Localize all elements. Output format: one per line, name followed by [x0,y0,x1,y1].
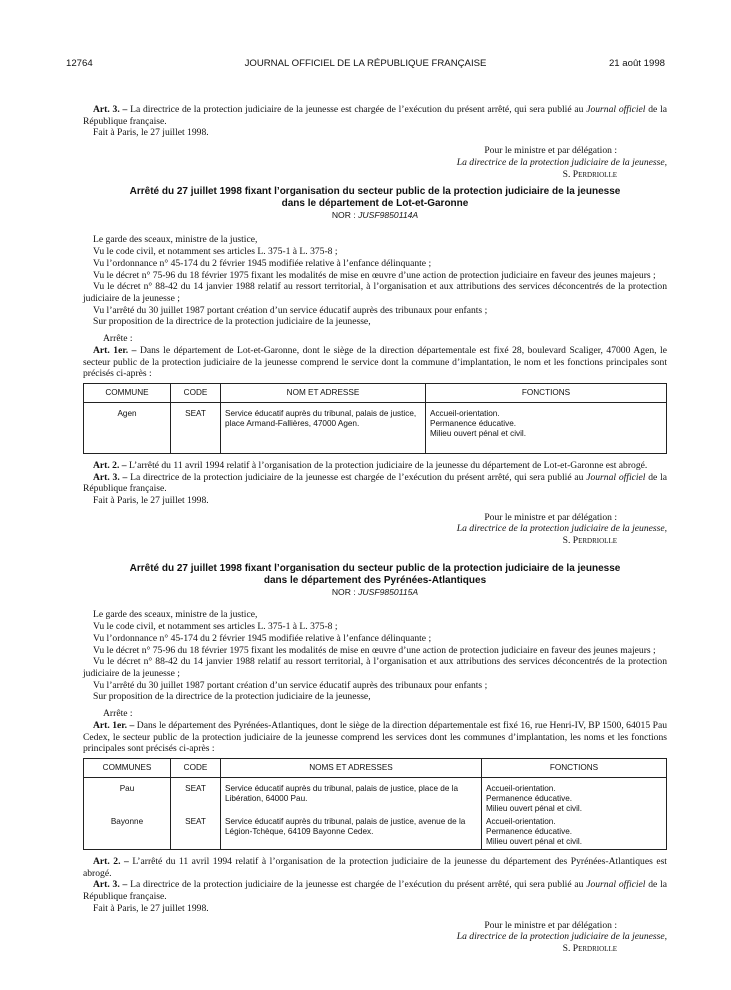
nor-reference [83,210,667,220]
article-text: L’arrêté du 11 avril 1994 relatif à l’organisation de la protection judiciaire de la jeunesse du département de Lot-et-Garonne est abrogé. [128,459,648,471]
column-header: FONCTIONS [482,758,667,777]
table-header-row [84,758,667,777]
code-cell: SEAT [171,777,221,815]
signature-block [83,920,667,955]
visa: Le garde des sceaux, ministre de la justice, [93,609,258,621]
article-text: La directrice de la protection judiciaire de la jeunesse est chargée de l’exécution du présent arrêté, qui sera publié au [130,104,584,115]
arrete-word: Arrête : [103,708,133,720]
visa: Vu l’ordonnance n° 45-174 du 2 février 1945 modifiée relative à l’enfance délinquante ; [93,257,432,269]
commune-cell: Pau [84,777,171,815]
column-header: FONCTIONS [426,383,667,402]
article-text-end: de la République française. [83,104,667,127]
function-item: Milieu ouvert pénal et civil. [486,837,583,847]
visa: Sur proposition de la directrice de la protection judiciaire de la jeunesse, [93,316,371,328]
visa: Vu le décret n° 88-42 du 14 janvier 1988 relatif au ressort territorial, à l’organisation et aux attributions des services déconcentrés de la protection judiciaire de la jeunesse ; [83,656,667,679]
article-text: La directrice de la protection judiciaire de la jeunesse est chargée de l’exécution du présent arrêté, qui sera publié au [130,471,584,483]
nor-reference [83,587,667,597]
nor-code: JUSF9850114A [358,210,419,220]
code-cell: SEAT [171,815,221,849]
arrete-pyrenees-atlantiques [83,563,667,955]
visa: Vu l’arrêté du 30 juillet 1987 portant création d’un service éducatif auprès des tribunaux pour enfants ; [93,679,488,691]
signature-line-1: Pour le ministre et par délégation : [484,145,617,157]
done-at: Fait à Paris, le 27 juillet 1998. [93,902,209,914]
article-label: Art. 3. – [93,104,128,115]
title-line-2: dans le département de Lot-et-Garonne [281,197,469,209]
article-label: Art. 2. – [93,459,127,471]
article-text: L’arrêté du 11 avril 1994 relatif à l’organisation de la protection judiciaire de la jeunesse du département des Pyrénées-Atlantiques est abrogé. [83,855,667,879]
page-number: 12764 [66,58,93,69]
article-label: Art. 3. – [93,471,128,483]
table-row [84,815,667,849]
table-header-row [84,383,667,402]
visa: Le garde des sceaux, ministre de la justice, [93,234,258,246]
signature-name: S. Perdriolle [562,168,617,180]
function-item: Permanence éducative. [486,793,573,803]
arrete-word: Arrête : [103,333,133,345]
visa: Vu le décret n° 75-96 du 18 février 1975 fixant les modalités de mise en œuvre d’une action de protection judiciaire en faveur des jeunes majeurs ; [93,644,656,656]
visa: Vu l’ordonnance n° 45-174 du 2 février 1945 modifiée relative à l’enfance délinquante ; [93,632,432,644]
visa: Sur proposition de la directrice de la protection judiciaire de la jeunesse, [93,691,371,703]
name-address-cell: Service éducatif auprès du tribunal, palais de justice, avenue de la Légion-Tchèque, 64109 Bayonne Cedex. [221,815,482,849]
signature-line-2: La directrice de la protection judiciaire de la jeunesse, [456,931,667,943]
commune-cell: Bayonne [84,815,171,849]
article-text: Dans le département des Pyrénées-Atlantiques, dont le siège de la direction départementale est fixé 16, rue Henri-IV, BP 1500, 64015 Pau Cedex, le secteur public de la protection judiciaire de la jeunesse comprend les services dont les communes d’implantation, les noms et les fonctions principales sont précisés ci-après : [83,719,668,755]
services-table [83,758,667,850]
table-row [84,777,667,815]
article-2 [83,856,667,879]
visa: Vu le décret n° 75-96 du 18 février 1975 fixant les modalités de mise en œuvre d’une action de protection judiciaire en faveur des jeunes majeurs ; [93,269,656,281]
title-line-1: Arrêté du 27 juillet 1998 fixant l’organisation du secteur public de la protection judiciaire de la jeunesse [129,563,621,574]
function-item: Accueil-orientation. [486,817,556,827]
article-label: Art. 1er. – [93,344,137,356]
arrete-title [83,563,667,586]
functions-cell [482,815,667,849]
issue-date: 21 août 1998 [608,58,665,69]
signature-line-1: Pour le ministre et par délégation : [484,919,617,931]
services-table [83,383,667,454]
functions-cell [482,777,667,815]
article-text: Dans le département de Lot-et-Garonne, dont le siège de la direction départementale est fixé 28, boulevard Scaliger, 47000 Agen, le secteur public de la protection judiciaire de la jeunesse comprend le service dont la commune d’implantation, le nom et les fonctions principales sont précisés ci-après : [83,344,667,380]
nor-label: NOR : [331,210,356,220]
column-header: CODE [171,758,221,777]
function-item: Permanence éducative. [486,827,573,837]
signature-block [83,145,667,180]
function-item: Permanence éducative. [430,418,517,428]
function-item: Milieu ouvert pénal et civil. [486,803,583,813]
article-label: Art. 3. – [93,879,128,891]
journal-officiel-ref: Journal officiel [586,879,646,891]
article-text-end: de la République française. [83,879,667,903]
nor-code: JUSF9850115A [358,587,419,597]
article-label: Art. 2. – [93,855,129,867]
name-address-cell: Service éducatif auprès du tribunal, palais de justice, place de la Libération, 64000 Pau. [221,777,482,815]
arrete-title [83,186,667,209]
signature-name: S. Perdriolle [562,535,617,547]
article-label: Art. 1er. – [93,719,135,731]
visa: Vu le code civil, et notamment ses articles L. 375-1 à L. 375-8 ; [93,246,338,258]
article-text: La directrice de la protection judiciaire de la jeunesse est chargée de l’exécution du présent arrêté, qui sera publié au [130,879,584,891]
title-line-2: dans le département des Pyrénées-Atlantiques [263,574,487,586]
article-1 [83,345,667,380]
article-3 [83,104,667,127]
signature-line-2: La directrice de la protection judiciaire de la jeunesse, [456,156,667,168]
column-header: COMMUNES [84,758,171,777]
signature-name: S. Perdriolle [562,942,617,954]
signature-line-1: Pour le ministre et par délégation : [484,511,617,523]
visas [83,609,667,703]
commune-cell: Agen [84,402,171,453]
title-line-1: Arrêté du 27 juillet 1998 fixant l’organisation du secteur public de la protection judiciaire de la jeunesse [129,186,621,197]
journal-officiel-ref: Journal officiel [586,104,646,115]
article-3 [83,879,667,902]
visa: Vu l’arrêté du 30 juillet 1987 portant création d’un service éducatif auprès des tribunaux pour enfants ; [93,304,488,316]
article-2 [83,460,667,472]
column-header: COMMUNE [84,383,171,402]
function-item: Milieu ouvert pénal et civil. [430,428,527,438]
visa: Vu le code civil, et notamment ses articles L. 375-1 à L. 375-8 ; [93,621,338,633]
column-header: NOM ET ADRESSE [221,383,426,402]
visa: Vu le décret n° 88-42 du 14 janvier 1988 relatif au ressort territorial, à l’organisation et aux attributions des services déconcentrés de la protection judiciaire de la jeunesse ; [83,281,667,304]
previous-arrete-end [83,104,667,180]
nor-label: NOR : [331,587,356,597]
column-header: CODE [171,383,221,402]
column-header: NOMS ET ADRESSES [221,758,482,777]
journal-title: JOURNAL OFFICIEL DE LA RÉPUBLIQUE FRANÇAISE [244,58,487,69]
function-item: Accueil-orientation. [486,783,556,793]
article-3 [83,472,667,495]
signature-line-2: La directrice de la protection judiciaire de la jeunesse, [456,523,667,535]
article-1 [83,720,667,755]
code-cell: SEAT [171,402,221,453]
functions-cell [426,402,667,453]
visas [83,234,667,328]
function-item: Accueil-orientation. [430,408,500,418]
signature-block [83,512,667,547]
name-address-cell: Service éducatif auprès du tribunal, palais de justice, place Armand-Fallières, 47000 Agen. [221,402,426,453]
done-at: Fait à Paris, le 27 juillet 1998. [93,127,209,139]
article-text-end: de la République française. [83,471,667,495]
done-at: Fait à Paris, le 27 juillet 1998. [93,495,209,507]
arrete-lot-et-garonne [83,186,667,547]
table-row [84,402,667,453]
journal-officiel-ref: Journal officiel [586,471,646,483]
